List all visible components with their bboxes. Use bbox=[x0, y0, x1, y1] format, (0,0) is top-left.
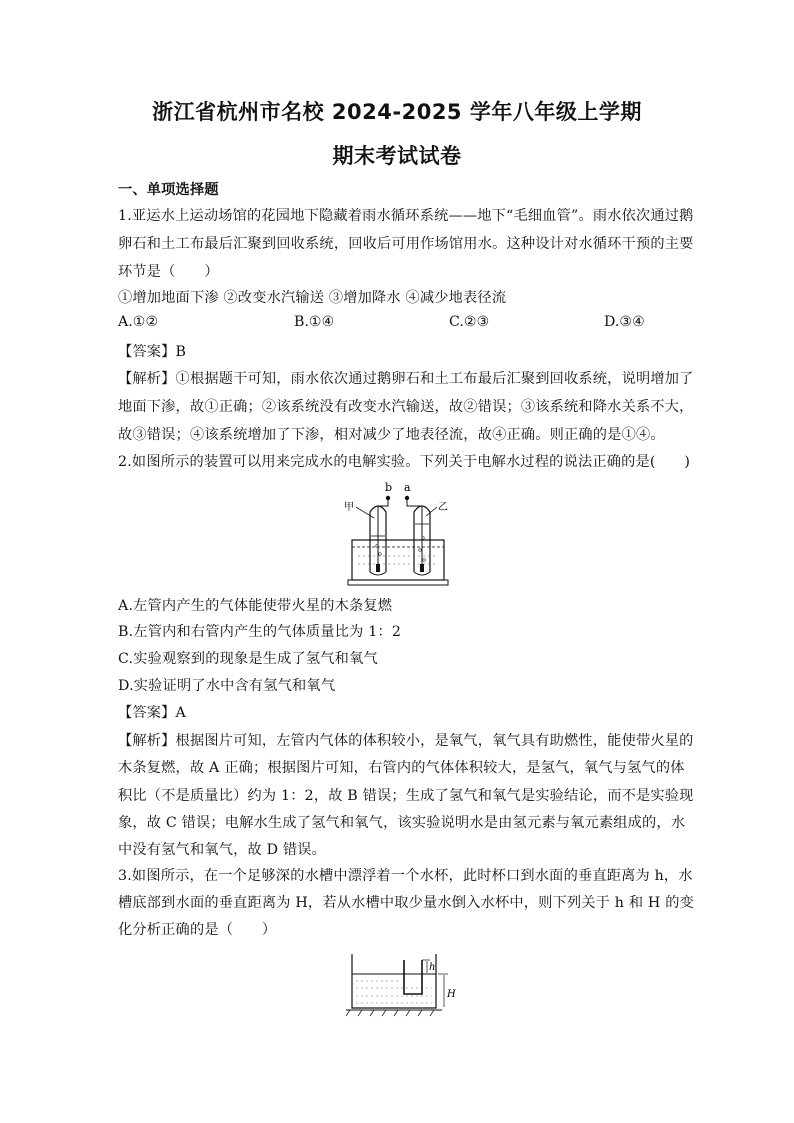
label-yi: 乙 bbox=[438, 502, 448, 513]
electrolysis-apparatus-figure bbox=[330, 478, 460, 588]
q2-stem: 2.如图所示的装置可以用来完成水的电解实验。下列关于电解水过程的说法正确的是( ) bbox=[118, 454, 691, 470]
q2-option-a: A.左管内产生的气体能使带火星的木条复燃 bbox=[118, 598, 393, 614]
label-H: H bbox=[447, 989, 456, 1000]
q1-answer: 【答案】B bbox=[118, 344, 187, 360]
q2-analysis-line: 【解析】根据图片可知，左管内气体的体积较小，是氧气，氧气具有助燃性，能使带火星的 bbox=[118, 733, 694, 749]
q2-option-d: D.实验证明了水中含有氢气和氧气 bbox=[118, 678, 336, 694]
q1-option-c: C.②③ bbox=[449, 314, 490, 330]
q3-stem-line: 槽底部到水面的垂直距离为 H，若从水槽中取少量水倒入水杯中，则下列关于 h 和 H 的变 bbox=[118, 895, 694, 911]
label-h: h bbox=[429, 962, 436, 973]
q2-analysis-line: 木条复燃，故 A 正确；根据图片可知，右管内的气体体积较大，是氢气，氧气与氢气的体 bbox=[118, 760, 685, 776]
q2-option-c: C.实验观察到的现象是生成了氢气和氧气 bbox=[118, 651, 378, 667]
section-heading: 一、单项选择题 bbox=[118, 182, 219, 198]
label-a: a bbox=[404, 481, 411, 494]
q2-analysis-line: 中没有氢气和氧气，故 D 错误。 bbox=[118, 842, 327, 858]
floating-cup-figure bbox=[340, 948, 470, 1020]
q1-analysis-line: 地面下渗，故①正确；②该系统没有改变水汽输送，故②错误；③该系统和降水关系不大， bbox=[118, 399, 694, 415]
q2-analysis-line: 积比（不是质量比）约为 1：2，故 B 错误；生成了氢气和氧气是实验结论，而不是实验现 bbox=[118, 788, 694, 804]
q2-analysis-line: 象，故 C 错误；电解水生成了氢气和氧气，该实验说明水是由氢元素与氧元素组成的，水 bbox=[118, 815, 686, 831]
q1-stem-line: 环节是（ ） bbox=[118, 264, 219, 280]
q1-options bbox=[118, 314, 678, 334]
page-title: 浙江省杭州市名校 2024-2025 学年八年级上学期 bbox=[152, 100, 642, 124]
q1-stem-line: 卵石和土工布最后汇聚到回收系统，回收后可用作场馆用水。这种设计对水循环干预的主要 bbox=[118, 236, 694, 252]
q2-answer: 【答案】A bbox=[118, 705, 186, 721]
q1-option-b: B.①④ bbox=[294, 314, 335, 330]
page-subtitle: 期末考试试卷 bbox=[332, 144, 462, 168]
q1-items: ①增加地面下渗 ②改变水汽输送 ③增加降水 ④减少地表径流 bbox=[118, 290, 507, 306]
q3-stem-line: 化分析正确的是（ ） bbox=[118, 922, 277, 938]
q3-stem-line: 3.如图所示，在一个足够深的水槽中漂浮着一个水杯，此时杯口到水面的垂直距离为 h，水 bbox=[118, 868, 693, 884]
q2-option-b: B.左管内和右管内产生的气体质量比为 1：2 bbox=[118, 624, 402, 640]
q1-analysis-line: 故③错误；④该系统增加了下渗，相对减少了地表径流，故④正确。则正确的是①④。 bbox=[118, 427, 665, 443]
label-b: b bbox=[385, 481, 393, 494]
q1-option-a: A.①② bbox=[118, 314, 159, 330]
q1-option-d: D.③④ bbox=[604, 314, 645, 330]
label-jia: 甲 bbox=[344, 502, 354, 513]
q1-stem-line: 1.亚运水上运动场馆的花园地下隐藏着雨水循环系统——地下“毛细血管”。雨水依次通过鹅 bbox=[118, 208, 694, 224]
q1-analysis-line: 【解析】①根据题干可知，雨水依次通过鹅卵石和土工布最后汇聚到回收系统，说明增加了 bbox=[118, 371, 694, 387]
